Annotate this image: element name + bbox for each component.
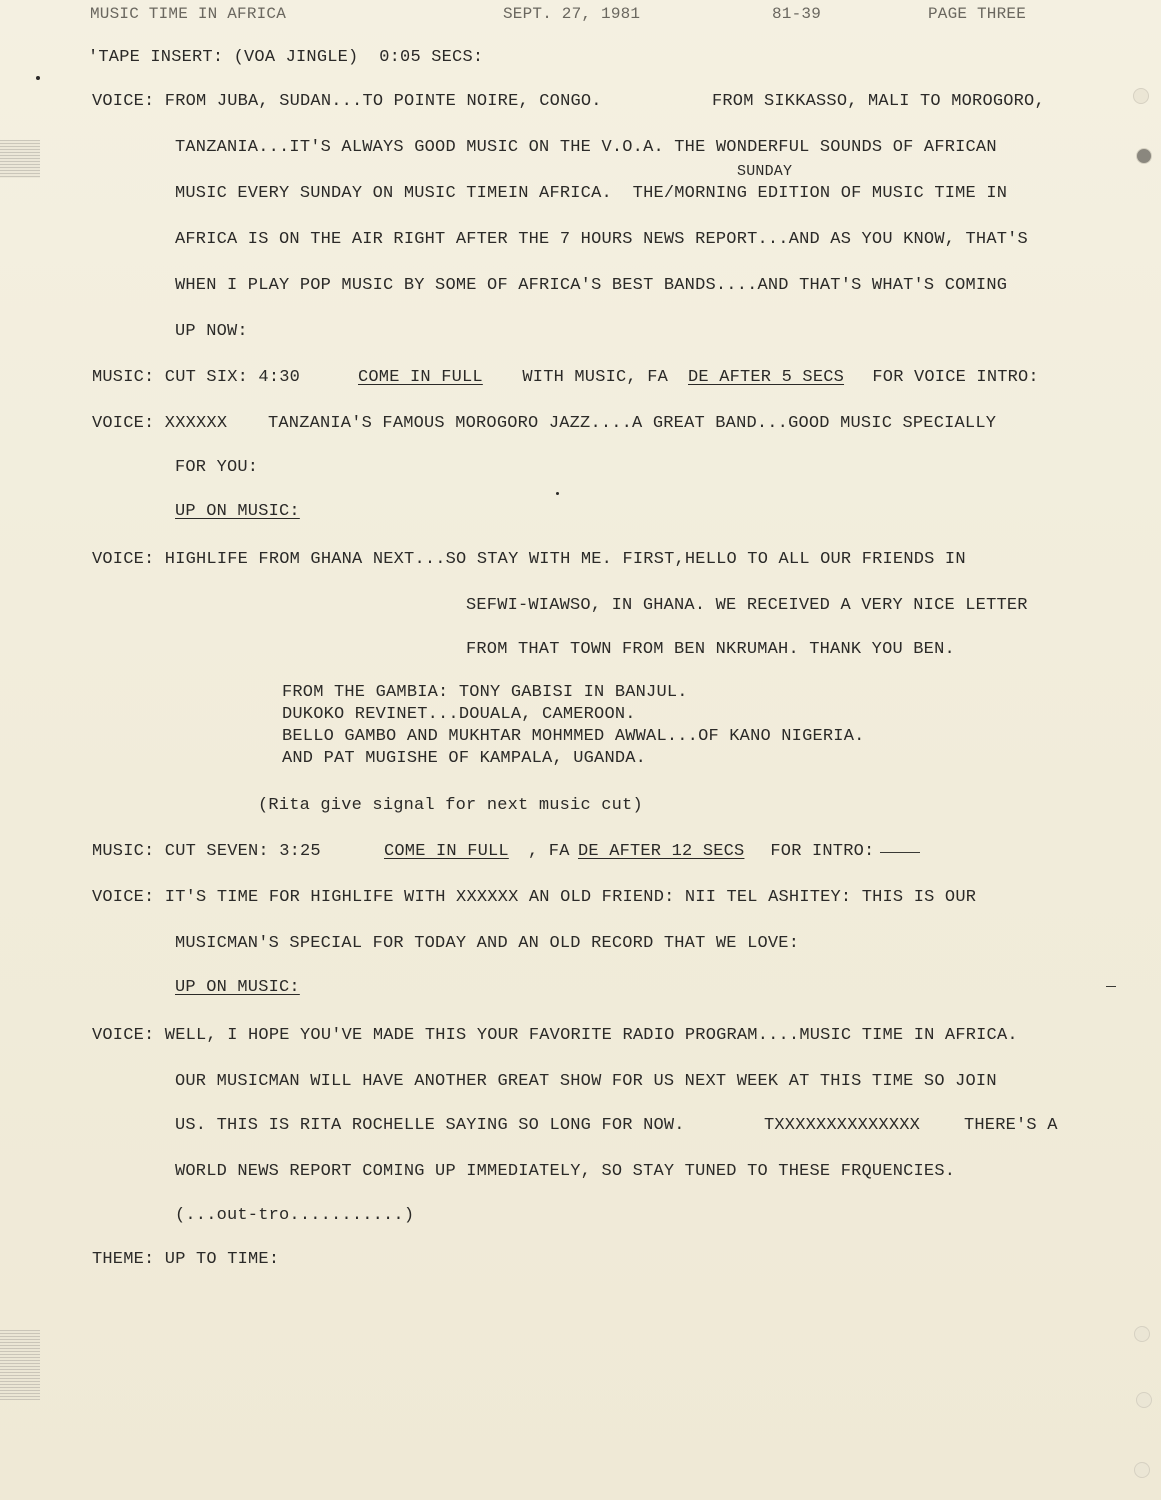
script-line: COME IN FULL	[358, 368, 483, 387]
script-line: VOICE: FROM JUBA, SUDAN...TO POINTE NOIRE, CONGO.	[92, 92, 602, 111]
punch-hole-mark	[1136, 148, 1152, 164]
script-line: DE AFTER 5 SECS	[688, 368, 845, 387]
script-line: TANZANIA...IT'S ALWAYS GOOD MUSIC ON THE V.O.A. THE WONDERFUL SOUNDS OF AFRICAN	[175, 138, 997, 157]
script-line: VOICE: XXXXXX	[92, 414, 228, 433]
scan-edge-artifact	[0, 1330, 40, 1400]
ink-dot	[36, 76, 40, 80]
script-line: COME IN FULL	[384, 842, 509, 861]
script-line: FROM SIKKASSO, MALI TO MOROGORO,	[712, 92, 1045, 111]
handwritten-insert: SUNDAY	[737, 163, 793, 180]
script-line: (...out-tro...........)	[175, 1206, 415, 1225]
punch-hole-mark	[1133, 88, 1149, 104]
script-line: MUSIC: CUT SEVEN: 3:25	[92, 842, 321, 861]
stray-line	[880, 852, 920, 853]
script-line: , FA	[528, 842, 570, 861]
punch-hole-mark	[1134, 1462, 1150, 1478]
header-page: PAGE THREE	[928, 5, 1027, 23]
header-number: 81-39	[772, 5, 822, 23]
script-line: MUSIC: CUT SIX: 4:30	[92, 368, 301, 387]
script-line: WORLD NEWS REPORT COMING UP IMMEDIATELY, SO STAY TUNED TO THESE FRQUENCIES.	[175, 1162, 956, 1181]
script-line: AND PAT MUGISHE OF KAMPALA, UGANDA.	[282, 749, 647, 768]
script-line: UP NOW:	[175, 322, 248, 341]
script-line: VOICE: HIGHLIFE FROM GHANA NEXT...SO STAY WITH ME. FIRST,HELLO TO ALL OUR FRIENDS IN	[92, 550, 966, 569]
script-line: FROM THE GAMBIA: TONY GABISI IN BANJUL.	[282, 683, 688, 702]
script-line: BELLO GAMBO AND MUKHTAR MOHMMED AWWAL...OF KANO NIGERIA.	[282, 727, 865, 746]
punch-hole-mark	[1134, 1326, 1150, 1342]
script-line: OUR MUSICMAN WILL HAVE ANOTHER GREAT SHOW FOR US NEXT WEEK AT THIS TIME SO JOIN	[175, 1072, 997, 1091]
script-line: (Rita give signal for next music cut)	[258, 796, 643, 815]
ink-dot	[556, 492, 559, 495]
script-line: MUSIC EVERY SUNDAY ON MUSIC TIMEIN AFRICA. THE/MORNING EDITION OF MUSIC TIME IN	[175, 184, 1008, 203]
script-line: FOR INTRO:	[760, 842, 875, 861]
script-line: DUKOKO REVINET...DOUALA, CAMEROON.	[282, 705, 636, 724]
script-line: VOICE: WELL, I HOPE YOU'VE MADE THIS YOUR FAVORITE RADIO PROGRAM....MUSIC TIME IN AFRICA.	[92, 1026, 1018, 1045]
script-line: FOR YOU:	[175, 458, 259, 477]
script-line: SEFWI-WIAWSO, IN GHANA. WE RECEIVED A VERY NICE LETTER	[466, 596, 1028, 615]
script-line: TANZANIA'S FAMOUS MOROGORO JAZZ....A GREAT BAND...GOOD MUSIC SPECIALLY	[268, 414, 997, 433]
script-line: 'TAPE INSERT: (VOA JINGLE) 0:05 SECS:	[88, 48, 484, 67]
script-line: DE AFTER 12 SECS	[578, 842, 745, 861]
script-line: UP ON MUSIC:	[175, 978, 300, 997]
script-line: THERE'S A	[964, 1116, 1058, 1135]
stray-line	[1106, 986, 1116, 987]
script-line: FROM THAT TOWN FROM BEN NKRUMAH. THANK YOU BEN.	[466, 640, 955, 659]
punch-hole-mark	[1136, 1392, 1152, 1408]
script-line: THEME: UP TO TIME:	[92, 1250, 280, 1269]
script-line: UP ON MUSIC:	[175, 502, 300, 521]
header-date: SEPT. 27, 1981	[503, 5, 641, 23]
script-line: TXXXXXXXXXXXXXX	[764, 1116, 921, 1135]
script-line: US. THIS IS RITA ROCHELLE SAYING SO LONG FOR NOW.	[175, 1116, 685, 1135]
script-line: FOR VOICE INTRO:	[862, 368, 1039, 387]
header-program: MUSIC TIME IN AFRICA	[90, 5, 287, 23]
script-line: MUSICMAN'S SPECIAL FOR TODAY AND AN OLD RECORD THAT WE LOVE:	[175, 934, 800, 953]
script-line: AFRICA IS ON THE AIR RIGHT AFTER THE 7 HOURS NEWS REPORT...AND AS YOU KNOW, THAT'S	[175, 230, 1028, 249]
script-line: VOICE: IT'S TIME FOR HIGHLIFE WITH XXXXXX AN OLD FRIEND: NII TEL ASHITEY: THIS IS OUR	[92, 888, 977, 907]
script-line: WHEN I PLAY POP MUSIC BY SOME OF AFRICA'S BEST BANDS....AND THAT'S WHAT'S COMING	[175, 276, 1008, 295]
script-line: WITH MUSIC, FA	[512, 368, 669, 387]
scan-edge-artifact	[0, 140, 40, 178]
